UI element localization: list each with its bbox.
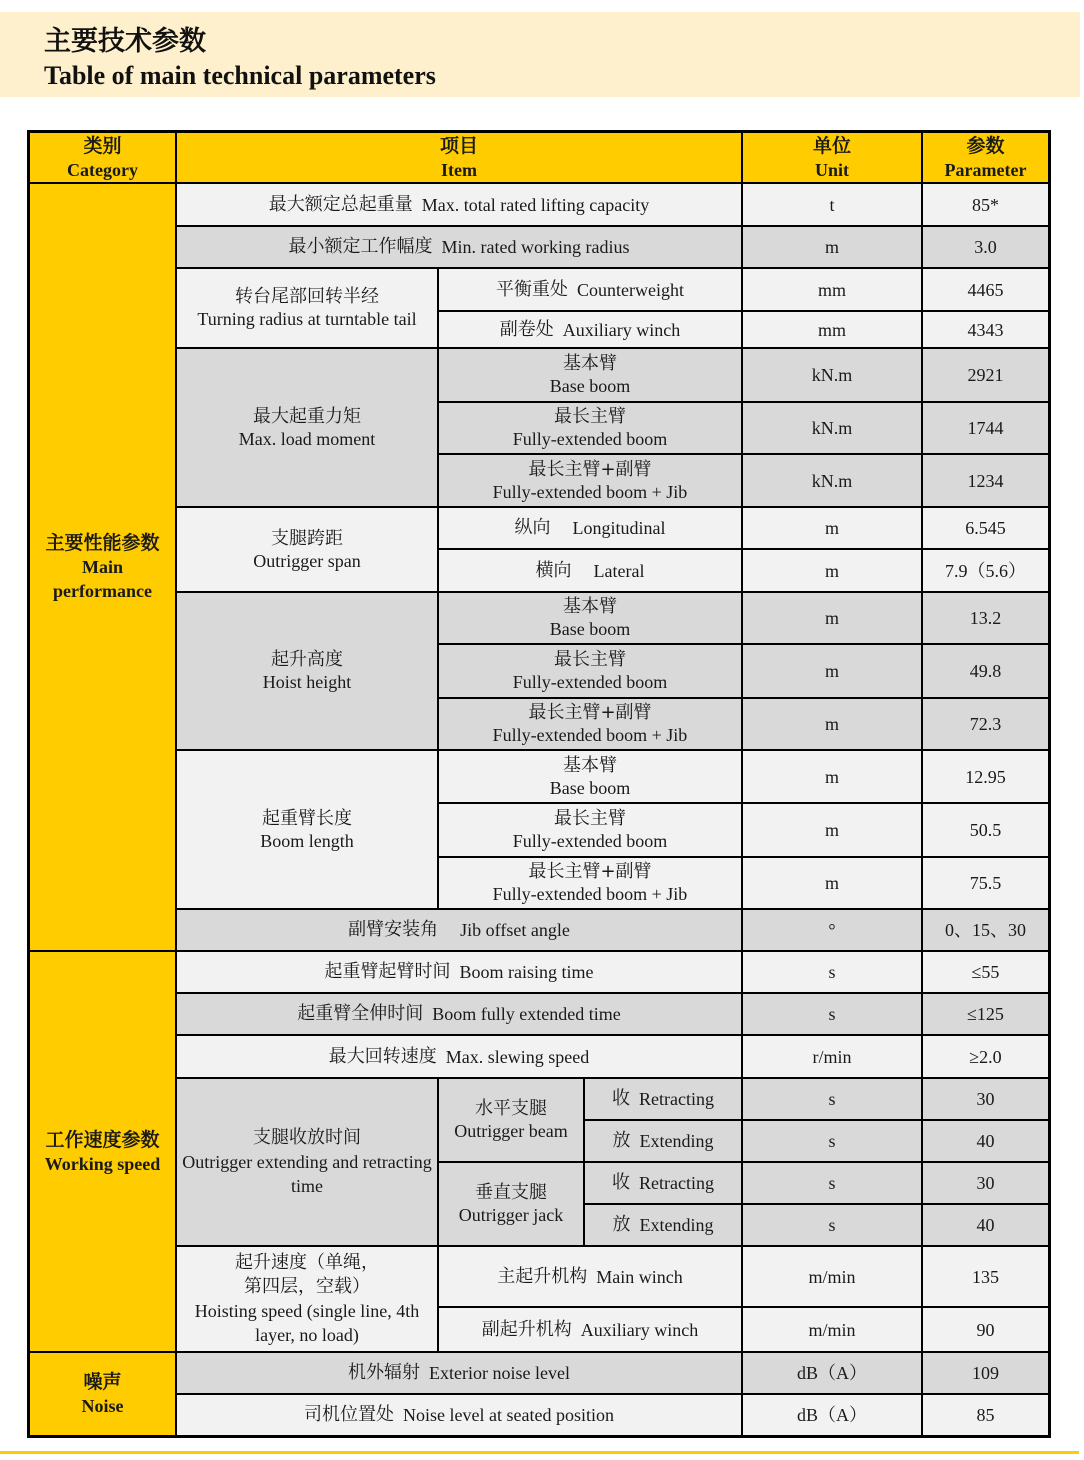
subitem-label-cn: 副卷处 <box>499 318 554 340</box>
item-label-en-line2: layer, no load) <box>255 1325 359 1345</box>
item-hoist-height <box>177 593 437 749</box>
item-label-en: Outrigger extending and retracting time <box>182 1152 432 1196</box>
category-en: Main performance <box>53 557 152 601</box>
subitem-main-winch <box>439 1247 741 1306</box>
subitem-label-cn: 平衡重处 <box>496 278 568 300</box>
unit-cell: m <box>743 699 921 749</box>
item-label-cn-line2: 第四层，空载） <box>244 1276 370 1297</box>
subitem-label-en: Longitudinal <box>572 518 666 538</box>
item-label-cn: 机外辐射 <box>348 1362 421 1383</box>
item-outrigger-span <box>177 508 437 591</box>
subitem-label-en: Outrigger beam <box>454 1121 568 1141</box>
item-label-en: Max. load moment <box>238 428 376 449</box>
unit-cell: m <box>743 858 921 908</box>
subitem-label-cn: 横向 <box>535 559 572 581</box>
action-extending <box>585 1205 741 1245</box>
header-category-cn: 类别 <box>83 134 122 157</box>
action-label-en: Extending <box>639 1131 714 1151</box>
category-noise <box>30 1353 175 1435</box>
item-exterior-noise <box>177 1353 741 1393</box>
subitem-outrigger-jack <box>439 1163 583 1245</box>
category-cn: 工作速度参数 <box>45 1128 160 1151</box>
unit-cell: m <box>743 645 921 697</box>
item-label-cn: 支腿跨距 <box>271 527 343 549</box>
parameter-cell: 75.5 <box>923 858 1048 908</box>
item-hoisting-speed <box>177 1247 437 1351</box>
item-label-en: Noise level at seated position <box>403 1405 614 1425</box>
unit-cell: dB（A） <box>743 1353 921 1393</box>
subitem-label-cn: 基本臂 <box>563 596 617 617</box>
item-label-en: Min. rated working radius <box>441 237 630 257</box>
category-main-performance <box>30 184 175 950</box>
item-label-cn: 最大起重力矩 <box>253 405 361 427</box>
parameter-cell: 0、15、30 <box>923 910 1048 950</box>
action-label-cn: 放 <box>612 1214 631 1235</box>
page-title-en: Table of main technical parameters <box>44 61 436 90</box>
unit-cell: kN.m <box>743 455 921 506</box>
item-label-cn-line1: 起升速度（单绳， <box>235 1252 379 1273</box>
subitem-label-en: Auxiliary winch <box>562 319 681 340</box>
subitem-label-cn: 最长主臂 <box>554 808 626 829</box>
parameter-cell: 85* <box>923 184 1048 225</box>
unit-cell: m <box>743 550 921 591</box>
subitem-label-en: Base boom <box>549 619 631 639</box>
item-label-en: Boom length <box>260 830 354 851</box>
header-unit <box>743 133 921 182</box>
subitem-label-cn: 基本臂 <box>563 353 617 374</box>
item-jib-offset-angle <box>177 910 741 950</box>
bottom-divider <box>0 1451 1079 1454</box>
subitem-label-cn: 最长主臂 <box>554 649 626 670</box>
category-cn: 噪声 <box>83 1371 122 1393</box>
action-retracting <box>585 1163 741 1203</box>
subitem-base-boom <box>439 751 741 802</box>
subitem-label-en: Base boom <box>549 777 631 798</box>
parameter-cell: 72.3 <box>923 699 1048 749</box>
parameter-cell: 30 <box>923 1079 1048 1119</box>
parameter-cell: 7.9（5.6） <box>923 550 1048 591</box>
subitem-label-en: Fully-extended boom <box>512 429 668 449</box>
action-label-cn: 收 <box>612 1172 630 1193</box>
unit-cell: kN.m <box>743 403 921 453</box>
item-label-en: Exterior noise level <box>429 1363 570 1383</box>
parameter-cell: ≥2.0 <box>923 1036 1048 1077</box>
subitem-label-cn: 最长主臂+副臂 <box>528 702 652 723</box>
action-extending <box>585 1121 741 1161</box>
parameter-cell: 90 <box>923 1308 1048 1351</box>
action-label-en: Retracting <box>639 1173 714 1193</box>
header-unit-cn: 单位 <box>812 134 851 157</box>
subitem-label-en: Counterweight <box>577 279 684 300</box>
parameter-cell: 12.95 <box>923 751 1048 802</box>
category-en: Working speed <box>44 1153 161 1174</box>
unit-cell: m/min <box>743 1308 921 1351</box>
parameter-cell: 3.0 <box>923 227 1048 267</box>
item-label-cn: 最大额定总起重量 <box>268 193 413 215</box>
category-working-speed <box>30 952 175 1351</box>
item-max-slewing-speed <box>177 1036 741 1077</box>
subitem-label-cn: 副起升机构 <box>481 1318 572 1340</box>
subitem-label-en: Fully-extended boom + Jib <box>492 481 688 502</box>
unit-cell: m <box>743 227 921 267</box>
subitem-base-boom <box>439 349 741 401</box>
item-boom-raising-time <box>177 952 741 992</box>
parameter-cell: 1234 <box>923 455 1048 506</box>
unit-cell: mm <box>743 269 921 310</box>
item-boom-extending-time <box>177 994 741 1034</box>
item-label-cn: 支腿收放时间 <box>253 1127 361 1148</box>
subitem-fully-extended-boom-jib <box>439 699 741 749</box>
action-retracting <box>585 1079 741 1119</box>
item-label-cn: 起重臂起臂时间 <box>324 961 451 982</box>
unit-cell: m <box>743 508 921 548</box>
header-category <box>30 133 175 182</box>
subitem-label-en: Fully-extended boom <box>512 672 668 692</box>
subitem-label-cn: 最长主臂 <box>554 406 626 427</box>
parameter-cell: 50.5 <box>923 804 1048 856</box>
subitem-fully-extended-boom <box>439 403 741 453</box>
header-parameter-cn: 参数 <box>966 134 1005 157</box>
parameter-cell: ≤125 <box>923 994 1048 1034</box>
parameter-cell: 109 <box>923 1353 1048 1393</box>
subitem-label-en: Outrigger jack <box>458 1205 564 1225</box>
subitem-label-cn: 垂直支腿 <box>475 1182 547 1203</box>
parameter-cell: 85 <box>923 1395 1048 1435</box>
unit-cell: m <box>743 751 921 802</box>
header-parameter <box>923 133 1048 182</box>
subitem-longitudinal <box>439 508 741 548</box>
parameter-cell: 2921 <box>923 349 1048 401</box>
subitem-base-boom <box>439 593 741 643</box>
item-outrigger-time <box>177 1079 437 1245</box>
subitem-auxiliary-winch <box>439 1308 741 1351</box>
unit-cell: m <box>743 593 921 643</box>
subitem-label-en: Auxiliary winch <box>580 1319 699 1340</box>
action-label-en: Retracting <box>639 1089 714 1109</box>
subitem-label-en: Lateral <box>593 560 645 581</box>
unit-cell: mm <box>743 312 921 347</box>
item-min-working-radius <box>177 227 741 267</box>
item-max-lifting-capacity <box>177 184 741 225</box>
item-label-cn: 最大回转速度 <box>328 1045 437 1067</box>
item-label-en: Turning radius at turntable tail <box>197 309 417 329</box>
parameter-cell: 135 <box>923 1247 1048 1306</box>
subitem-label-en: Fully-extended boom <box>512 831 668 851</box>
item-label-en: Hoist height <box>262 672 352 692</box>
item-label-en: Outrigger span <box>253 550 361 571</box>
item-turning-radius <box>177 269 437 347</box>
subitem-lateral <box>439 550 741 591</box>
item-label-cn: 副臂安装角 <box>348 919 439 940</box>
unit-cell: s <box>743 952 921 992</box>
item-label-cn: 起升高度 <box>271 649 343 670</box>
item-label-en-line1: Hoisting speed (single line, 4th <box>194 1301 420 1321</box>
parameter-cell: 40 <box>923 1121 1048 1161</box>
action-label-en: Extending <box>639 1215 714 1235</box>
subitem-label-en: Fully-extended boom + Jib <box>492 884 688 904</box>
item-label-cn: 司机位置处 <box>304 1404 395 1425</box>
item-label-en: Jib offset angle <box>460 920 570 940</box>
item-seated-noise <box>177 1395 741 1435</box>
item-label-en: Boom raising time <box>459 962 594 982</box>
subitem-outrigger-beam <box>439 1079 583 1161</box>
header-category-en: Category <box>67 159 138 180</box>
category-cn: 主要性能参数 <box>45 532 160 554</box>
unit-cell: m/min <box>743 1247 921 1306</box>
page-title-cn: 主要技术参数 <box>44 26 206 57</box>
parameter-cell: 1744 <box>923 403 1048 453</box>
subitem-label-cn: 水平支腿 <box>475 1098 547 1119</box>
unit-cell: s <box>743 1205 921 1245</box>
action-label-cn: 放 <box>612 1130 631 1151</box>
category-en: Noise <box>81 1396 124 1416</box>
item-label-en: Max. total rated lifting capacity <box>421 194 650 215</box>
unit-cell: ° <box>743 910 921 950</box>
header-unit-en: Unit <box>814 159 849 180</box>
item-label-en: Max. slewing speed <box>445 1046 590 1067</box>
subitem-auxiliary-winch <box>439 312 741 347</box>
item-label-cn: 起重臂长度 <box>262 807 352 829</box>
subitem-fully-extended-boom-jib <box>439 858 741 908</box>
header-item-cn: 项目 <box>439 134 478 157</box>
subitem-label-en: Base boom <box>549 376 631 396</box>
subitem-fully-extended-boom <box>439 645 741 697</box>
item-label-cn: 起重臂全伸时间 <box>297 1003 424 1024</box>
unit-cell: dB（A） <box>743 1395 921 1435</box>
unit-cell: r/min <box>743 1036 921 1077</box>
parameter-cell: 30 <box>923 1163 1048 1203</box>
header-item-en: Item <box>441 159 477 180</box>
subitem-label-cn: 最长主臂+副臂 <box>528 861 652 882</box>
item-max-load-moment <box>177 349 437 506</box>
subitem-label-en: Main winch <box>596 1266 683 1287</box>
unit-cell: s <box>743 1163 921 1203</box>
technical-parameters-table <box>27 130 1051 1438</box>
subitem-label-cn: 纵向 <box>514 517 551 538</box>
parameter-cell: 40 <box>923 1205 1048 1245</box>
subitem-label-cn: 基本臂 <box>563 754 617 776</box>
subitem-label-en: Fully-extended boom + Jib <box>492 725 688 745</box>
subitem-counterweight <box>439 269 741 310</box>
parameter-cell: 6.545 <box>923 508 1048 548</box>
subitem-label-cn: 主起升机构 <box>497 1265 588 1287</box>
parameter-cell: 4343 <box>923 312 1048 347</box>
parameter-cell: 4465 <box>923 269 1048 310</box>
unit-cell: s <box>743 1079 921 1119</box>
item-label-cn: 最小额定工作幅度 <box>288 236 433 257</box>
parameter-cell: 49.8 <box>923 645 1048 697</box>
header-item <box>177 133 741 182</box>
item-boom-length <box>177 751 437 908</box>
action-label-cn: 收 <box>612 1088 630 1109</box>
unit-cell: t <box>743 184 921 225</box>
parameter-cell: 13.2 <box>923 593 1048 643</box>
item-label-en: Boom fully extended time <box>432 1004 621 1024</box>
unit-cell: kN.m <box>743 349 921 401</box>
subitem-fully-extended-boom <box>439 804 741 856</box>
subitem-label-cn: 最长主臂+副臂 <box>528 458 652 480</box>
subitem-fully-extended-boom-jib <box>439 455 741 506</box>
header-parameter-en: Parameter <box>944 159 1027 180</box>
unit-cell: s <box>743 1121 921 1161</box>
item-label-cn: 转台尾部回转半经 <box>235 286 379 307</box>
parameter-cell: ≤55 <box>923 952 1048 992</box>
unit-cell: s <box>743 994 921 1034</box>
unit-cell: m <box>743 804 921 856</box>
